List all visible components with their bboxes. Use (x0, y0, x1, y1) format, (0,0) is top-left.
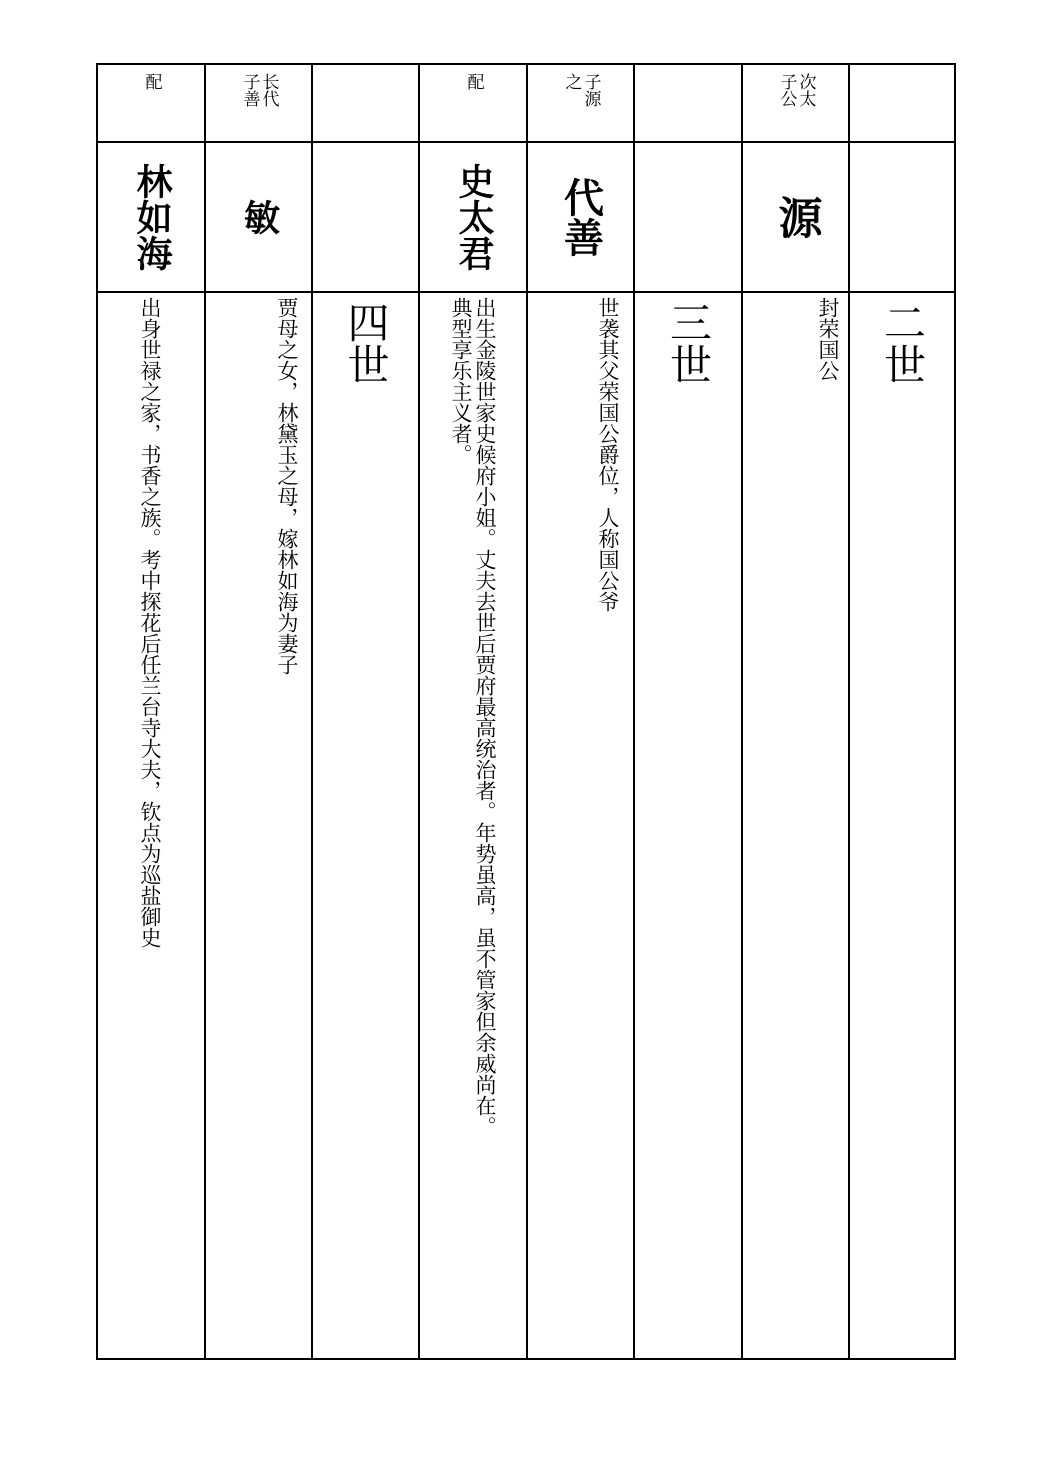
person-name: 代善 (557, 177, 604, 257)
generation-cell (313, 293, 418, 593)
person-name: 敏 (238, 199, 280, 235)
relation-label: 长代子善 (239, 73, 279, 107)
name-cell (420, 143, 526, 291)
relation-label: 次太子公 (776, 73, 816, 107)
header-cell (98, 65, 204, 141)
name-cell (206, 143, 311, 291)
person-description: 封荣国公 (816, 297, 840, 381)
person-name: 林如海 (131, 163, 172, 271)
generation-label: 三世 (664, 301, 713, 385)
person-description: 世袭其父荣国公爵位，人称国公爷 (596, 297, 620, 612)
header-cell (206, 65, 311, 141)
description-cell (420, 293, 526, 1353)
generation-cell (850, 293, 954, 593)
relation-label: 配 (141, 73, 162, 90)
generation-cell (635, 293, 741, 593)
generation-label: 四世 (341, 301, 391, 385)
name-cell (98, 143, 204, 291)
generation-label: 二世 (878, 301, 927, 385)
person-description: 贾母之女，林黛玉之母，嫁林如海为妻子 (275, 297, 299, 675)
person-name: 源 (770, 195, 822, 239)
name-cell (743, 143, 848, 291)
relation-label: 子源之 (561, 73, 601, 107)
person-description: 出生金陵世家史候府小姐。丈夫去世后贾府最高统治者。年势虽高，虽不管家但余威尚在。典型享乐主义者。 (449, 297, 497, 1137)
header-cell (743, 65, 848, 141)
genealogy-table (96, 63, 956, 1360)
header-cell (420, 65, 526, 141)
person-description: 出身世禄之家，书香之族。考中探花后任兰台寺大夫，钦点为巡盐御史 (138, 297, 162, 948)
person-name: 史太君 (453, 163, 494, 271)
name-cell (528, 143, 633, 291)
header-cell (528, 65, 633, 141)
relation-label: 配 (463, 73, 484, 90)
